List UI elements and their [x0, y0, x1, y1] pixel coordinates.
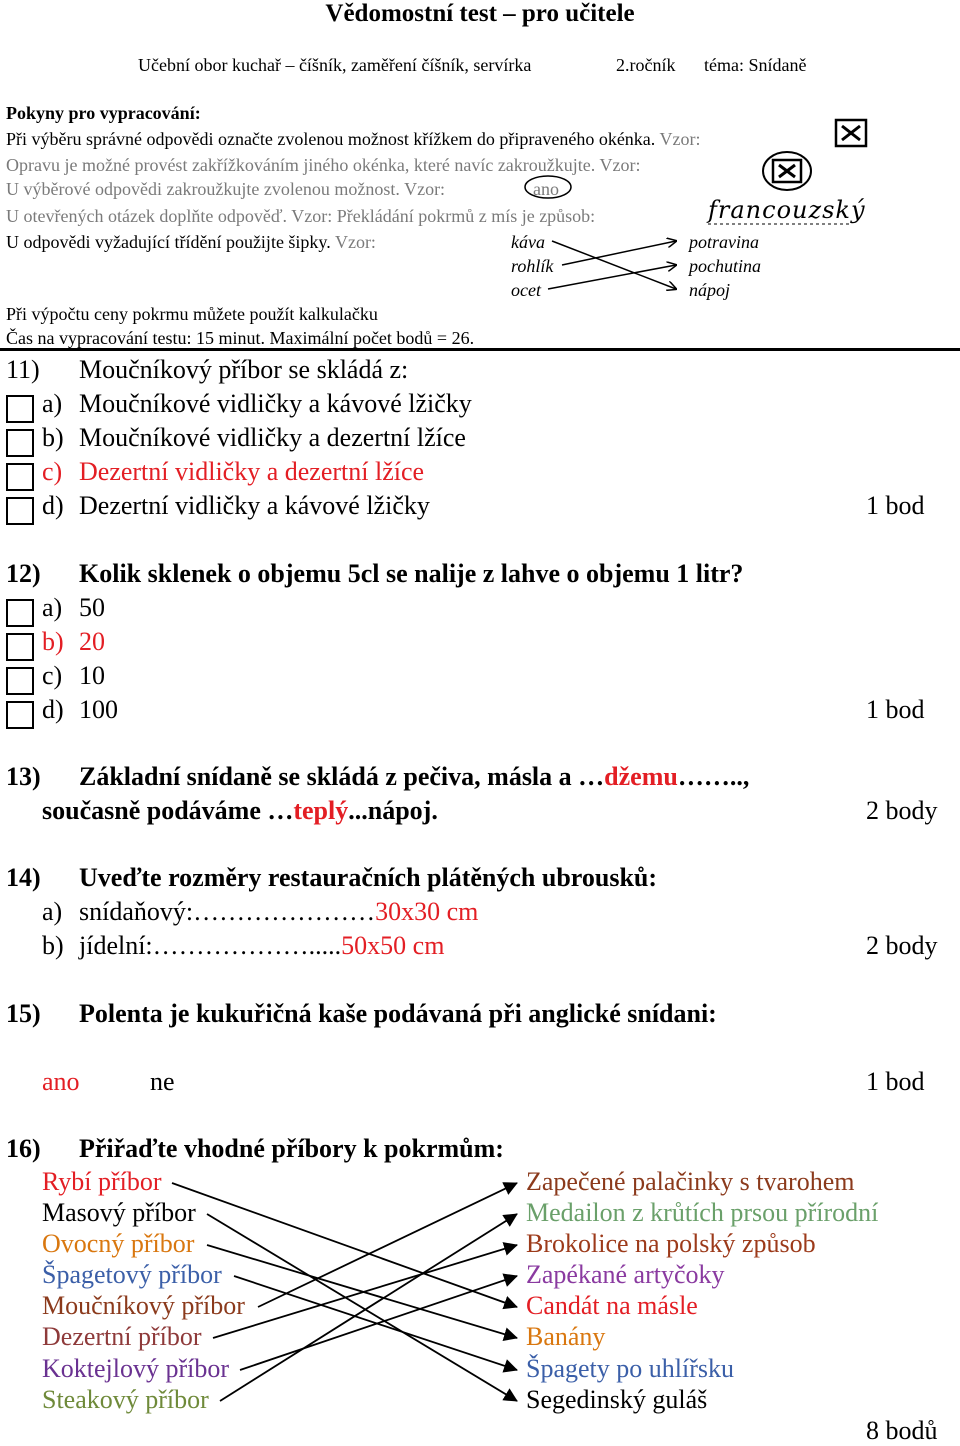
q16-right-item: Candát na másle: [526, 1291, 698, 1320]
subtitle-grade: 2.ročník: [616, 55, 676, 75]
q14-number: 14): [6, 863, 41, 892]
q15-answer-no[interactable]: ne: [150, 1067, 175, 1096]
q14-text: Uveďte rozměry restauračních plátěných ubrousků:: [79, 863, 658, 892]
q16-right-item: Zapečené palačinky s tvarohem: [526, 1167, 855, 1196]
q16-right-item: Brokolice na polský způsob: [526, 1229, 816, 1258]
q16-right-item: Špagety po uhlířsku: [526, 1354, 734, 1383]
q11-option-d-letter: d): [42, 491, 64, 520]
example-left-2: rohlík: [511, 256, 554, 276]
q12-option-a: 50: [79, 593, 105, 622]
example-left-3: ocet: [511, 280, 541, 300]
q15-answer-yes[interactable]: ano: [42, 1067, 80, 1096]
q16-left-item: Špagetový příbor: [42, 1260, 222, 1289]
q11-number: 11): [6, 355, 40, 384]
q12-option-b-letter: b): [42, 627, 64, 656]
example-right-2: pochutina: [689, 256, 761, 276]
instructions-line6: Při výpočtu ceny pokrmu můžete použít kalkulačku: [6, 304, 378, 324]
q16-points: 8 bodů: [866, 1416, 938, 1445]
q16-left-item: Rybí příbor: [42, 1167, 162, 1196]
subtitle-topic: téma: Snídaně: [704, 55, 807, 75]
q16-right-item: Segedinský guláš: [526, 1385, 708, 1414]
q16-left-item: Steakový příbor: [42, 1385, 209, 1414]
q15-number: 15): [6, 999, 41, 1028]
q13-points: 2 body: [866, 796, 938, 825]
q15-text: Polenta je kukuřičná kaše podávaná při anglické snídani:: [79, 999, 717, 1028]
example-right-3: nápoj: [689, 280, 731, 300]
q12-checkbox-b[interactable]: [6, 633, 34, 661]
instructions-line4: U otevřených otázek doplňte odpověď. Vzor: Překládání pokrmů z mís je způsob:: [6, 206, 596, 226]
q11-option-a: Moučníkové vidličky a kávové lžičky: [79, 389, 472, 418]
q16-left-item: Masový příbor: [42, 1198, 196, 1227]
instructions-line2: Opravu je možné provést zakřížkováním jiného okénka, které navíc zakroužkujte. Vzor:: [6, 155, 641, 175]
example-arrows: [548, 241, 676, 289]
q12-option-b: 20: [79, 627, 105, 656]
q11-option-c-letter: c): [42, 457, 63, 486]
q12-checkbox-a[interactable]: [6, 599, 34, 627]
q12-number: 12): [6, 559, 41, 588]
q11-points: 1 bod: [866, 491, 925, 520]
q11-checkbox-b[interactable]: [6, 429, 34, 457]
subtitle: Učební obor kuchař – číšník, zaměření číšník, servírka: [138, 55, 532, 75]
q13-line2: současně podáváme …teplý...nápoj.: [42, 796, 438, 825]
q12-checkbox-c[interactable]: [6, 667, 34, 695]
q16-left-item: Dezertní příbor: [42, 1322, 202, 1351]
q12-option-d-letter: d): [42, 695, 64, 724]
q15-points: 1 bod: [866, 1067, 925, 1096]
q13-line1: Základní snídaně se skládá z pečiva, másla a …džemu……..,: [79, 762, 750, 791]
instructions-heading: Pokyny pro vypracování:: [6, 103, 201, 123]
q11-text: Moučníkový příbor se skládá z:: [79, 355, 409, 384]
q16-right-item: Banány: [526, 1322, 606, 1351]
instructions-line5: U odpovědi vyžadující třídění použijte šipky. Vzor:: [6, 232, 376, 252]
q12-option-c: 10: [79, 661, 105, 690]
q16-right-item: Zapékané artyčoky: [526, 1260, 725, 1289]
q14-b: jídelní:……………….....50x50 cm: [79, 931, 445, 960]
crossed-box-icon: [836, 120, 866, 146]
q11-option-b: Moučníkové vidličky a dezertní lžíce: [79, 423, 466, 452]
circled-crossed-box-icon: [763, 152, 811, 190]
example-circled-ano: ano: [533, 179, 559, 199]
q16-left-item: Moučníkový příbor: [42, 1291, 245, 1320]
q12-text: Kolik sklenek o objemu 5cl se nalije z lahve o objemu 1 litr?: [79, 559, 744, 588]
q16-left-item: Koktejlový příbor: [42, 1354, 230, 1383]
page-title: Vědomostní test – pro učitele: [325, 0, 635, 27]
q12-option-d: 100: [79, 695, 118, 724]
q16-left-item: Ovocný příbor: [42, 1229, 195, 1258]
q16-number: 16): [6, 1134, 41, 1163]
instructions-line3: U výběrové odpovědi zakroužkujte zvolenou možnost. Vzor:: [6, 179, 446, 199]
instructions-line1: Při výběru správné odpovědi označte zvolenou možnost křížkem do připraveného okénka. Vzor:: [6, 129, 701, 149]
q14-points: 2 body: [866, 931, 938, 960]
instructions-line7: Čas na vypracování testu: 15 minut. Maximální počet bodů = 26.: [6, 328, 475, 348]
q13-number: 13): [6, 762, 41, 791]
example-left-1: káva: [511, 232, 545, 252]
q11-option-d: Dezertní vidličky a kávové lžičky: [79, 491, 430, 520]
q12-checkbox-d[interactable]: [6, 701, 34, 729]
q16-right-item: Medailon z krůtích prsou přírodní: [526, 1198, 879, 1227]
q11-checkbox-a[interactable]: [6, 395, 34, 423]
q12-points: 1 bod: [866, 695, 925, 724]
example-handwritten-answer: francouzský: [708, 196, 866, 224]
q11-checkbox-c[interactable]: [6, 463, 34, 491]
q11-option-a-letter: a): [42, 389, 63, 418]
q14-a-label: a): [42, 897, 63, 926]
q16-text: Přiřaďte vhodné příbory k pokrmům:: [79, 1134, 504, 1163]
q14-a: snídaňový:…………………30x30 cm: [79, 897, 479, 926]
q12-option-c-letter: c): [42, 661, 63, 690]
q11-option-c: Dezertní vidličky a dezertní lžíce: [79, 457, 425, 486]
q14-b-label: b): [42, 931, 64, 960]
example-right-1: potravina: [689, 232, 759, 252]
ano-circle-icon: [525, 176, 571, 198]
q12-option-a-letter: a): [42, 593, 63, 622]
q11-checkbox-d[interactable]: [6, 497, 34, 525]
q11-option-b-letter: b): [42, 423, 64, 452]
